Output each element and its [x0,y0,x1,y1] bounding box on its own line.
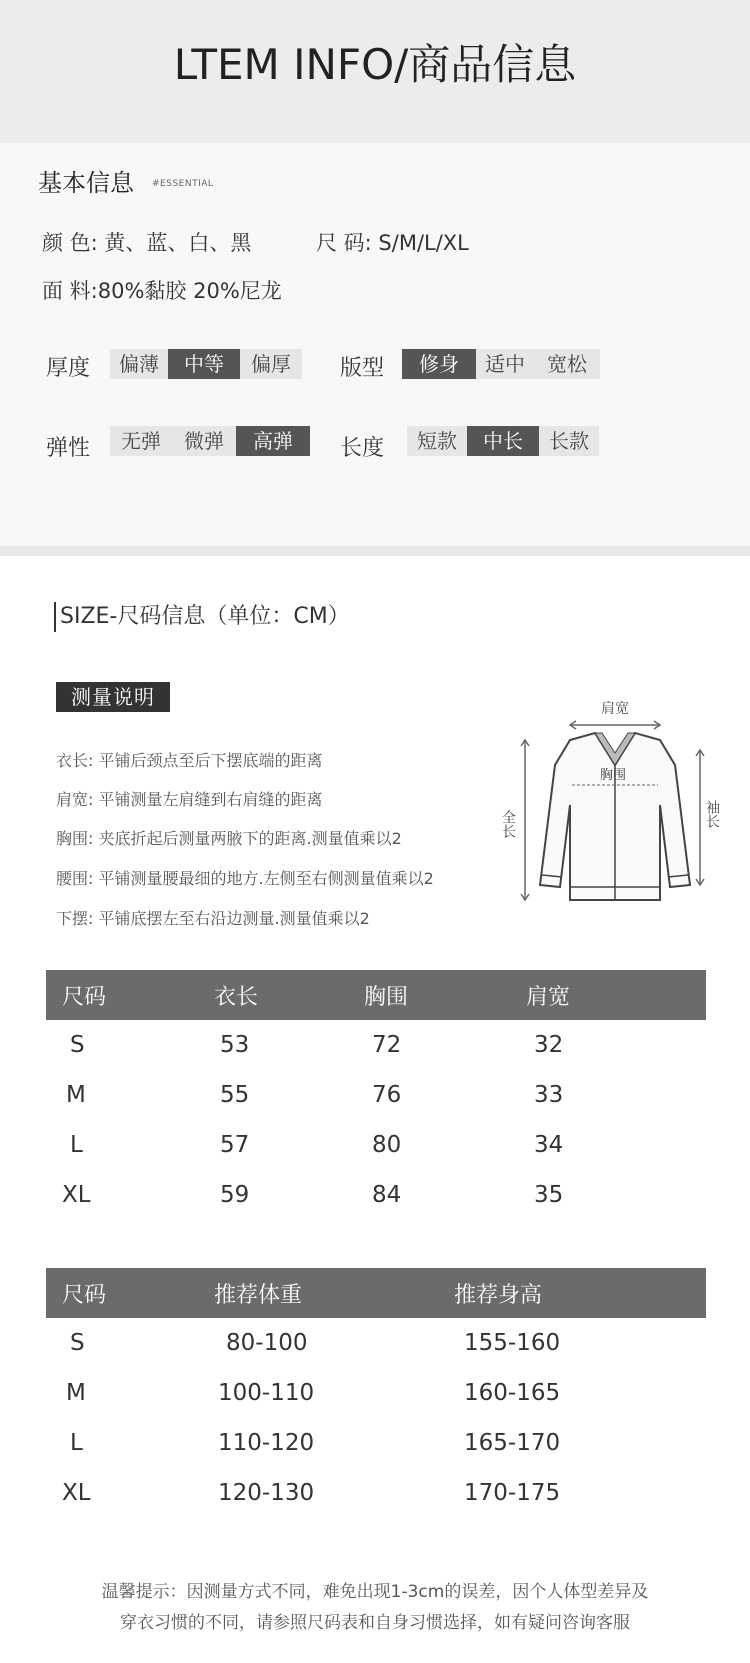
measure-line-waist: 腰围: 平铺测量腰最细的地方.左侧至右侧测量值乘以2 [56,869,434,888]
page-title: LTEM INFO/商品信息 [173,40,577,89]
size-section-title: SIZE-尺码信息（单位：CM） [54,602,350,632]
rec-height-col-header: 推荐身高 [444,1268,706,1318]
recommendation-table [46,1268,706,1518]
thickness-option-thick: 偏厚 [251,352,291,376]
table-cell: 165-170 [464,1430,561,1456]
fit-option-regular: 适中 [485,352,525,376]
tip-line-2: 穿衣习惯的不同，请参照尺码表和自身习惯选择，如有疑问咨询客服 [120,1613,630,1633]
basic-info-subtitle: #ESSENTIAL [152,179,214,189]
elasticity-option-slight: 微弹 [184,429,224,453]
table-cell: S [70,1330,85,1356]
table-cell: 33 [534,1082,564,1108]
table-row [46,1020,706,1070]
table-cell: 80-100 [226,1330,308,1356]
measure-line-hem: 下摆: 平铺底摆左至右沿边测量.测量值乘以2 [56,909,370,928]
length-option-mid: 中长 [467,426,539,456]
table-cell: 110-120 [218,1430,315,1456]
diagram-length-label: 全长 [500,810,516,838]
length-label: 长度 [340,436,385,461]
table-cell: 72 [372,1032,402,1058]
thickness-option-thin: 偏薄 [119,352,159,376]
fit-option-slim: 修身 [402,349,476,379]
table-cell: 160-165 [464,1380,561,1406]
table-row [46,1418,706,1468]
color-info: 颜 色: 黄、蓝、白、黑 [42,231,252,255]
table-cell: S [70,1032,85,1058]
measure-line-shoulder: 肩宽: 平铺测量左肩缝到右肩缝的距离 [56,790,323,809]
table-cell: 59 [220,1182,250,1208]
table-cell: 100-110 [218,1380,315,1406]
section-divider [0,546,750,556]
basic-info-title: 基本信息 [38,169,134,197]
table-cell: 53 [220,1032,250,1058]
table-cell: 155-160 [464,1330,561,1356]
table-row [46,1170,706,1220]
elasticity-option-high: 高弹 [236,426,310,456]
table-cell: 35 [534,1182,564,1208]
table-cell: XL [62,1182,91,1208]
rec-weight-col-header: 推荐体重 [204,1268,444,1318]
length-option-short: 短款 [417,429,457,453]
basic-info-section [0,143,750,546]
diagram-shoulder-label: 肩宽 [601,701,629,717]
page-header [0,0,750,143]
size-info: 尺 码: S/M/L/XL [316,231,469,255]
jacket-measurement-diagram [500,695,740,925]
table-cell: XL [62,1480,91,1506]
length-options [407,426,599,456]
elasticity-options [110,426,310,456]
shoulder-col-header: 肩宽 [516,970,706,1020]
table-cell: 120-130 [218,1480,315,1506]
measure-title-badge: 测量说明 [56,682,170,712]
size-table-header [46,970,706,1020]
table-cell: 32 [534,1032,564,1058]
measure-line-chest: 胸围: 夹底折起后测量两腋下的距离.测量值乘以2 [56,829,402,848]
table-row [46,1070,706,1120]
length-option-long: 长款 [549,429,589,453]
fit-label: 版型 [340,356,385,381]
elasticity-option-none: 无弹 [121,429,161,453]
table-cell: 76 [372,1082,402,1108]
table-row [46,1120,706,1170]
rec-size-col-header: 尺码 [46,1268,204,1318]
table-row [46,1468,706,1518]
measure-line-length: 衣长: 平铺后颈点至后下摆底端的距离 [56,751,323,770]
length-col-header: 衣长 [204,970,356,1020]
table-row [46,1368,706,1418]
size-table [46,970,706,1220]
size-col-header: 尺码 [46,970,204,1020]
elasticity-label: 弹性 [46,436,91,461]
material-info: 面 料:80%黏胶 20%尼龙 [42,279,282,303]
fit-option-loose: 宽松 [547,352,587,376]
thickness-option-medium: 中等 [168,349,240,379]
table-cell: 80 [372,1132,402,1158]
table-cell: 84 [372,1182,402,1208]
table-row [46,1318,706,1368]
table-cell: M [66,1082,86,1108]
thickness-label: 厚度 [46,356,91,381]
tip-line-1: 温馨提示：因测量方式不同，难免出现1-3cm的误差，因个人体型差异及 [101,1582,649,1602]
table-cell: 170-175 [464,1480,561,1506]
table-cell: M [66,1380,86,1406]
fit-options [402,349,600,379]
table-cell: L [70,1430,83,1456]
chest-col-header: 胸围 [356,970,516,1020]
table-cell: L [70,1132,83,1158]
table-cell: 57 [220,1132,250,1158]
diagram-chest-label: 胸围 [600,768,627,783]
table-cell: 55 [220,1082,250,1108]
diagram-sleeve-label: 袖长 [704,800,720,828]
thickness-options [110,349,302,379]
rec-table-header [46,1268,706,1318]
table-cell: 34 [534,1132,564,1158]
